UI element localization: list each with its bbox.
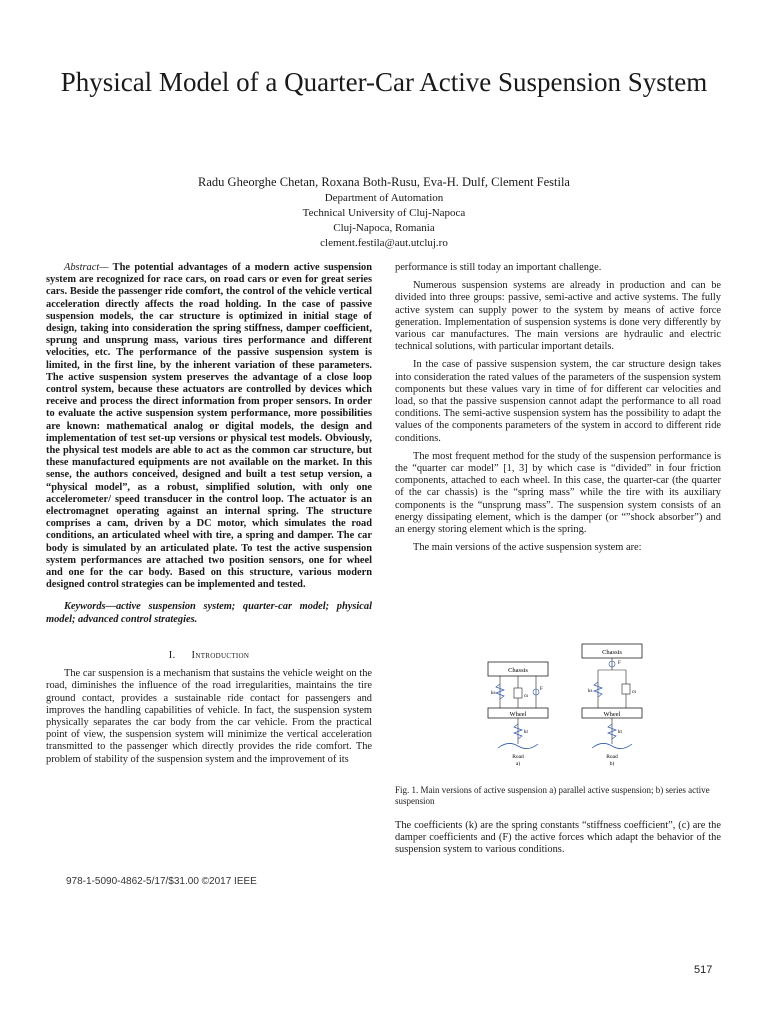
intro-paragraph-1: The car suspension is a mechanism that sustains the vehicle weight on the road, diminishes the influence of the road irregularities, maintains the tire ground contact, provides a sustainable ride contact for passengers and improves the handling capabilities of vehicle. In fact, the suspension system physically separates the car body from the car vehicle. From the practical point of view, the suspension system will minimize the vertical acceleration transmitted to the passenger which directly provides the ride comfort. The problem of stability of the suspension system and the improvement of its	[46, 668, 372, 765]
chassis-label-b: Chassis	[602, 649, 622, 656]
cs-label-a: cs	[524, 694, 529, 699]
road-label-b: Road	[606, 754, 618, 760]
right-column	[395, 262, 721, 560]
damper-b	[622, 684, 630, 694]
email: clement.festila@aut.utcluj.ro	[320, 237, 448, 249]
kt-label-a: kt	[524, 730, 528, 735]
damper-a	[514, 688, 522, 698]
section-number: I.	[168, 649, 176, 661]
author-list: Radu Gheorghe Chetan, Roxana Both-Rusu, Eva-H. Dulf, Clement Festila	[198, 175, 570, 189]
sublabel-a: a)	[515, 761, 521, 767]
road-profile-a	[498, 743, 538, 748]
figure-caption: Fig. 1. Main versions of active suspension a) parallel active suspension; b) series active suspension	[395, 785, 710, 806]
force-label-b: F	[618, 661, 621, 666]
force-label-a: F	[540, 687, 543, 692]
road-label-a: Road	[512, 754, 524, 760]
right-paragraph-3: The most frequent method for the study of the suspension performance is the “quarter car model” [1, 3] by which case is “divided” in four friction components, attached to each wheel. In this case, the quarter-car (the quarter of the car chassis) is the “spring mass” while the tire with its auxiliary components is the “unsprung mass”. The suspension system consists of an energy dissipating element, which is the damper (or “”shock absorber”) and an energy storing element which is the spring.	[395, 450, 721, 536]
right-paragraph-5: The coefficients (k) are the spring constants “stiffness coefficient”, (c) are the damper coefficients and (F) the active forces which adapt the behavior of the suspension system to various conditions.	[395, 820, 721, 856]
abstract-lead: Abstract—	[64, 262, 109, 273]
university: Technical University of Cluj-Napoca	[302, 207, 466, 219]
paper-title: Physical Model of a Quarter-Car Active Suspension System	[60, 67, 708, 97]
right-paragraph-1: Numerous suspension systems are already in production and can be divided into three groups: passive, semi-active and active systems. The fully active system can supply power to the system by means of active force generation. Implementation of suspension systems is done very differently by various car manufactures. The main versions are hydraulic and electric technical solutions, with particular important details.	[395, 280, 721, 353]
keywords-body: active suspension system; quarter-car model; physical model; advanced control strategies.	[46, 601, 372, 625]
right-paragraph-4: The main versions of the active suspension system are:	[413, 542, 642, 554]
figure-1-diagram	[470, 640, 670, 780]
abstract-body: The potential advantages of a modern active suspension system are recognized for race cars, on road cars or even for great series cars. Beside the passenger ride comfort, the control of the vehicle vertical acceleration directly affects the road holding. In the case of passive suspension models, the car structure is optimized in initial stage of design, taking into consideration the spring stiffness, damper coefficient, sprung and unsprung mass, various tires performance and different velocities, etc. The performance of the passive suspension system is limited, in the first line, by the inherent variation of these parameters. The active suspension system preserves the advantage of a close loop control system, because these actuators are controlled by devices which receive and process the direct information from proper sensors. In order to evaluate the active suspension system performance, more possibilities are known: mathematical analog or digital models, the design and implementation of test set-up versions or physical test models. Obviously, the physical test models are able to act as the common car structure, but these manufactured equipments are not available on the market. In this sense, the authors conceived, designed and built a test setup version, a “physical model”, as a robust, simplified solution, with only one accelerometer/ speed transducer in the control loop. The actuator is an electromagnet operating against an internal spring. The structure comprises a cam, driven by a DC motor, which simulates the road conditions, an articulated wheel with tire, a spring and damper. The car body is simulated by an articulated plate. To test the active suspension system performances are attached two position sensors, one for wheel and one for the car body. Based on this structure, various modern designed control strategies can be implemented and tested.	[46, 262, 372, 591]
chassis-label-a: Chassis	[508, 667, 528, 674]
sublabel-b: b)	[609, 761, 615, 767]
section-title: Introduction	[191, 649, 250, 661]
keywords	[46, 601, 372, 625]
wheel-label-a: Wheel	[509, 711, 527, 718]
wheel-label-b: Wheel	[603, 711, 621, 718]
keywords-lead: Keywords—	[64, 601, 116, 613]
isbn-footer: 978-1-5090-4862-5/17/$31.00 ©2017 IEEE	[66, 876, 257, 887]
ks-label-b: ks	[588, 689, 593, 694]
kt-label-b: kt	[618, 730, 622, 735]
road-profile-b	[592, 743, 632, 748]
abstract	[46, 262, 372, 591]
cs-label-b: cs	[632, 690, 637, 695]
section-heading-introduction	[46, 650, 372, 662]
right-paragraph-0: performance is still today an important challenge.	[395, 262, 602, 273]
department: Department of Automation	[324, 192, 444, 204]
affiliation	[40, 191, 728, 251]
location: Cluj-Napoca, Romania	[333, 222, 435, 234]
ks-label-a: ks	[491, 691, 496, 696]
right-paragraph-2: In the case of passive suspension system, the car structure design takes into consideration the rated values of the parameters of the suspension system components but these values vary in time of for different car velocities and load, so that the passive suspension cannot adapt the performance to all road conditions. The semi-active suspension system has the possibility to adapt the values of the components parameters of the system in accord to different ride conditions.	[395, 359, 721, 444]
page-number: 517	[694, 964, 713, 976]
left-column	[46, 262, 372, 772]
